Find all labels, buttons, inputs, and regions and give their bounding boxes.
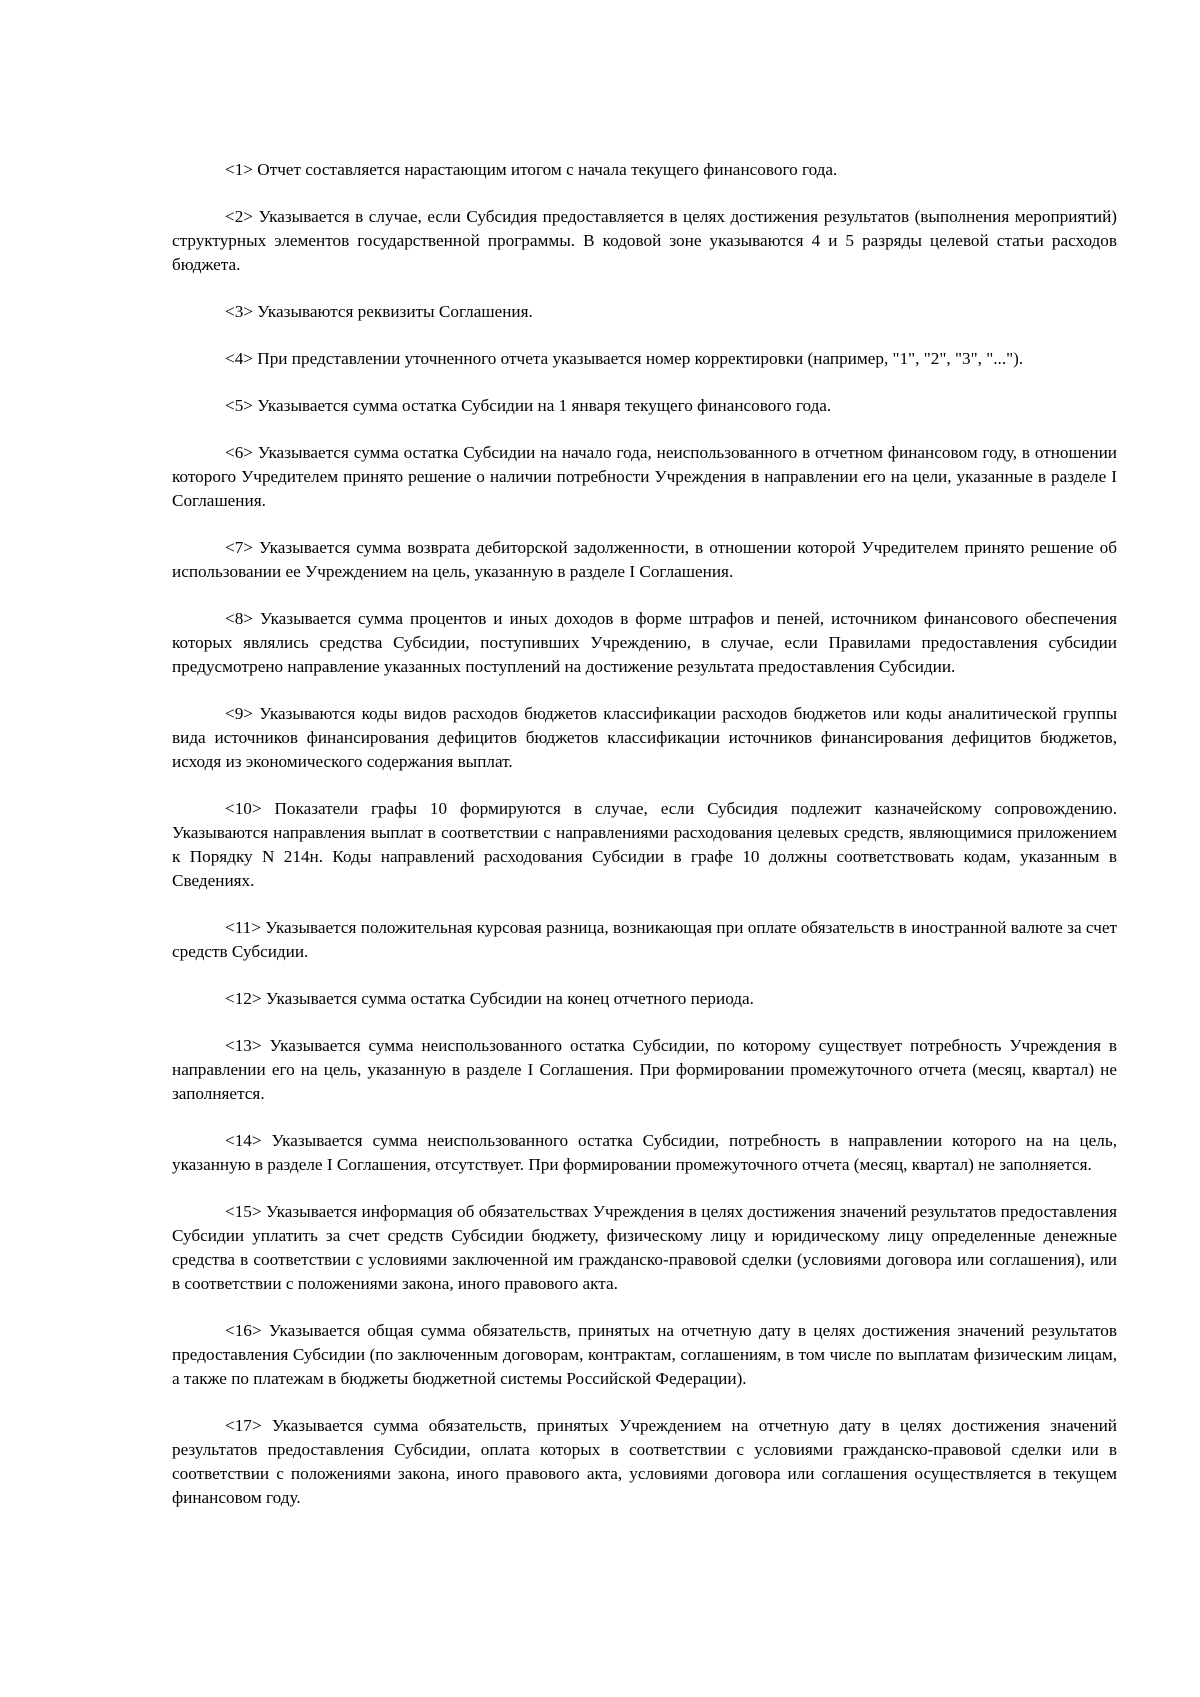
footnote-2: <2> Указывается в случае, если Субсидия предоставляется в целях достижения результатов (выполнения мероприятий) структурных элементов государственной программы. В кодовой зоне указываются 4 и 5 разряды целевой статьи расходов бюджета.	[172, 207, 1117, 274]
footnote-16: <16> Указывается общая сумма обязательств, принятых на отчетную дату в целях достижения значений результатов предоставления Субсидии (по заключенным договорам, контрактам, соглашениям, в том числе по выплатам физическим лицам, а также по платежам в бюджеты бюджетной системы Российской Федерации).	[172, 1321, 1117, 1388]
footnote-7: <7> Указывается сумма возврата дебиторской задолженности, в отношении которой Учредителем принято решение об использовании ее Учреждением на цель, указанную в разделе I Соглашения.	[172, 538, 1117, 581]
footnote-5: <5> Указывается сумма остатка Субсидии на 1 января текущего финансового года.	[225, 396, 832, 415]
footnote-6: <6> Указывается сумма остатка Субсидии на начало года, неиспользованного в отчетном финансовом году, в отношении которого Учредителем принято решение о наличии потребности Учреждения в направлении его на цели, указанные в разделе I Соглашения.	[172, 443, 1117, 510]
footnote-14: <14> Указывается сумма неиспользованного остатка Субсидии, потребность в направлении которого на на цель, указанную в разделе I Соглашения, отсутствует. При формировании промежуточного отчета (месяц, квартал) не заполняется.	[172, 1131, 1117, 1174]
footnote-13: <13> Указывается сумма неиспользованного остатка Субсидии, по которому существует потребность Учреждения в направлении его на цель, указанную в разделе I Соглашения. При формировании промежуточного отчета (месяц, квартал) не заполняется.	[172, 1036, 1117, 1103]
footnote-11: <11> Указывается положительная курсовая разница, возникающая при оплате обязательств в иностранной валюте за счет средств Субсидии.	[172, 918, 1117, 961]
footnote-4: <4> При представлении уточненного отчета указывается номер корректировки (например, "1", "2", "3", "...").	[225, 349, 1024, 368]
footnote-1: <1> Отчет составляется нарастающим итогом с начала текущего финансового года.	[225, 160, 838, 179]
footnote-15: <15> Указывается информация об обязательствах Учреждения в целях достижения значений результатов предоставления Субсидии уплатить за счет средств Субсидии бюджету, физическому лицу и юридическому лицу определенные денежные средства в соответствии с условиями заключенной им гражданско-правовой сделки (условиями договора или соглашения), или в соответствии с положениями закона, иного правового акта.	[172, 1202, 1117, 1293]
footnote-3: <3> Указываются реквизиты Соглашения.	[225, 302, 533, 321]
document-page	[172, 158, 1117, 1533]
footnote-17: <17> Указывается сумма обязательств, принятых Учреждением на отчетную дату в целях достижения значений результатов предоставления Субсидии, оплата которых в соответствии с условиями гражданско-правовой сделки или в соответствии с положениями закона, иного правового акта, условиями договора или соглашения осуществляется в текущем финансовом году.	[172, 1416, 1117, 1507]
footnote-12: <12> Указывается сумма остатка Субсидии на конец отчетного периода.	[225, 989, 754, 1008]
footnote-9: <9> Указываются коды видов расходов бюджетов классификации расходов бюджетов или коды аналитической группы вида источников финансирования дефицитов бюджетов классификации источников финансирования дефицитов бюджетов, исходя из экономического содержания выплат.	[172, 704, 1117, 771]
footnote-8: <8> Указывается сумма процентов и иных доходов в форме штрафов и пеней, источником финансового обеспечения которых являлись средства Субсидии, поступивших Учреждению, в случае, если Правилами предоставления субсидии предусмотрено направление указанных поступлений на достижение результата предоставления Субсидии.	[172, 609, 1117, 676]
footnote-10: <10> Показатели графы 10 формируются в случае, если Субсидия подлежит казначейскому сопровождению. Указываются направления выплат в соответствии с направлениями расходования целевых средств, являющимися приложением к Порядку N 214н. Коды направлений расходования Субсидии в графе 10 должны соответствовать кодам, указанным в Сведениях.	[172, 799, 1117, 890]
